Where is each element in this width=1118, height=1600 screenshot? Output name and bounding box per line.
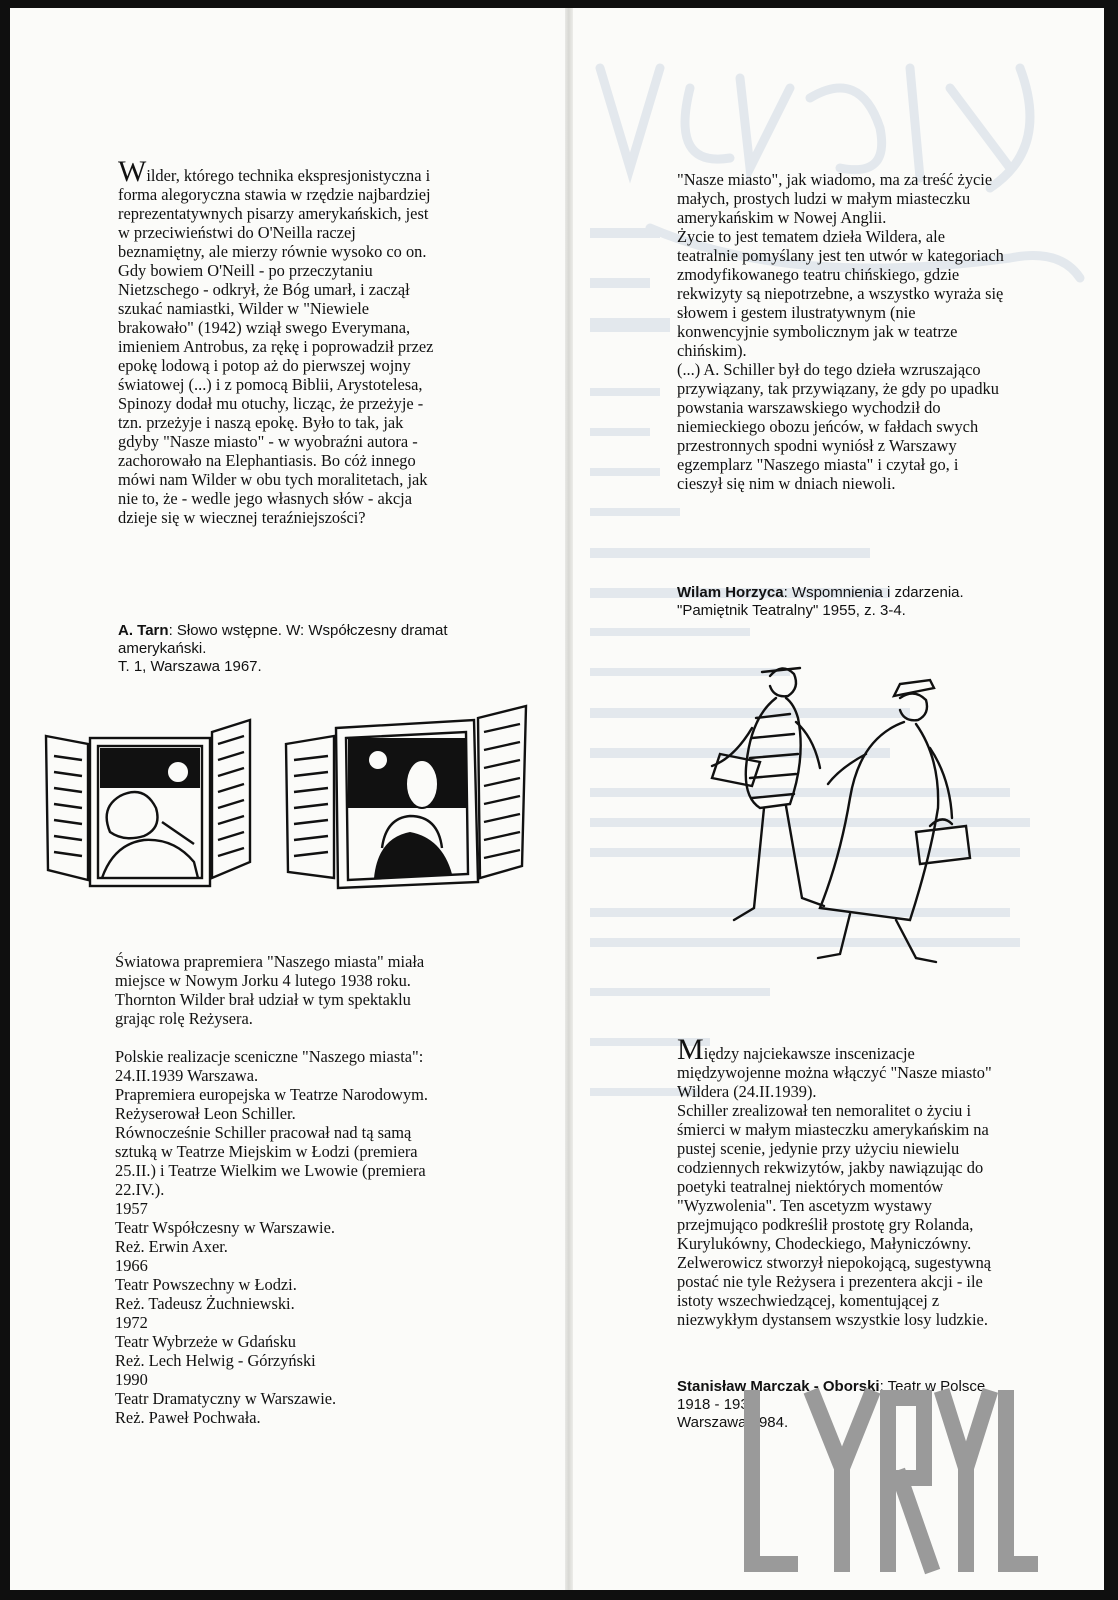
premiere-text: Thornton Wilder brał udział w tym spektaklu grając rolę Reżysera. (115, 990, 411, 1028)
premiere-text: Teatr Dramatyczny w Warszawie. (115, 1389, 337, 1408)
premiere-text: Reż. Lech Helwig - Górzyński (115, 1351, 316, 1370)
two-men-walking-illustration (690, 658, 990, 978)
window-woman-illustration (282, 698, 532, 896)
chinese-theatre-excerpt (677, 170, 1007, 493)
wilder-essay-excerpt (118, 155, 436, 527)
lyryl-archive-stamp (738, 1388, 1038, 1578)
citation-details: Warszawa 1984. (677, 1414, 789, 1431)
page-fold (565, 8, 573, 1590)
citation-author: Stanisław Marczak - Oborski (677, 1378, 880, 1395)
premiere-text: Reż. Tadeusz Żuchniewski. (115, 1294, 295, 1313)
premiere-text: Reż. Paweł Pochwała. (115, 1408, 261, 1427)
premieres-list (115, 952, 435, 1427)
premiere-text: Reż. Erwin Axer. (115, 1237, 228, 1256)
excerpt-paragraph: Życie to jest tematem dzieła Wildera, ale teatralnie pomyślany jest ten utwór w kategoriach zmodyfikowanego teatru chińskiego, gdzie rekwizyty są niepotrzebne, a wszystko wyraża się słowem i gestem ilustratywnym (nie konwencyjnie symbolicznym jak w teatrze chińskim). (677, 227, 1004, 360)
premiere-text: Teatr Współczesny w Warszawie. (115, 1218, 335, 1237)
window-man-illustration (44, 712, 254, 890)
staging-intro: iędzy najciekawsze inscenizacje międzywojenne można włączyć "Nasze miasto" Wildera (24.II.1939). (677, 1044, 992, 1101)
citation-source: : Teatr w Polsce 1918 - 1939. (677, 1378, 986, 1413)
citation-details: "Pamiętnik Teatralny" 1955, z. 3-4. (677, 602, 906, 619)
premiere-text: Prapremiera europejska w Teatrze Narodowym. Reżyserował Leon Schiller. (115, 1085, 429, 1123)
premiere-text: Światowa prapremiera "Naszego miasta" miała miejsce w Nowym Jorku 4 lutego 1938 roku. (115, 952, 425, 990)
horzyca-citation (677, 584, 1017, 620)
premiere-text: Teatr Powszechny w Łodzi. (115, 1275, 297, 1294)
schiller-staging-excerpt (677, 1033, 1011, 1329)
citation-author: A. Tarn (118, 622, 169, 639)
citation-source: : Wspomnienia i zdarzenia. (783, 584, 964, 601)
premiere-text: 1990 (115, 1370, 148, 1389)
citation-details: T. 1, Warszawa 1967. (118, 658, 262, 675)
drop-cap-w: W (118, 155, 147, 188)
tarn-citation (118, 622, 448, 676)
wilder-essay-text: ilder, którego technika ekspresjonistyczna i forma alegoryczna stawia w rzędzie najbardziej reprezentatywnych pisarzy amerykańskich, jest w przeciwieństwi do O'Neilla raczej beznamiętny, ale mierzy równie wysoko co on. Gdy bowiem O'Neill - po przeczytaniu Nietzschego - odkrył, że Bóg umarł, i zaczął szukać namiastki, Wilder w "Niewiele brakowało" (1942) wziął swego Everymana, imieniem Antrobus, za rękę i poprowadził przez epokę lodową i potop aż do pierwszej wojny światowej (...) i z pomocą Biblii, Arystotelesa, Spinozy dodał mu otuchy, licząc, że przeżyje - tzn. przeżyje i naszą epokę. Było to tak, jak gdyby "Nasze miasto" - w wyobraźni autora - zachorowało na Elephantiasis. Bo cóż innego mówi nam Wilder w obu tych moralitetach, jak nie to, że - wedle jego własnych słów - akcja dzieje się w wiecznej teraźniejszości? (118, 166, 434, 527)
excerpt-paragraph: (...) A. Schiller był do tego dzieła wzruszająco przywiązany, tak przywiązany, że gdy po upadku powstania warszawskiego wychodził do niemieckiego obozu jeńców, w fałdach swych przestronnych spodni wyniósł z Warszawy egzemplarz "Naszego miasta" i czytał go, i cieszył się nim w dniach niewoli. (677, 360, 999, 493)
premiere-text: 1957 (115, 1199, 148, 1218)
citation-author: Wilam Horzyca (677, 584, 784, 601)
premiere-text: 1966 (115, 1256, 148, 1275)
excerpt-paragraph: "Nasze miasto", jak wiadomo, ma za treść życie małych, prostych ludzi w małym miasteczku amerykańskim w Nowej Anglii. (677, 170, 993, 227)
premiere-text: 1972 (115, 1313, 148, 1332)
programme-sheet (10, 8, 1104, 1590)
staging-text: Schiller zrealizował ten nemoralitet o życiu i śmierci w małym miasteczku amerykańskim na pustej scenie, jedynie przy użyciu niewielu codziennych rekwizytów, jakby nawiązując do poetyki teatralnej niektórych momentów "Wyzwolenia". Ten ascetyzm wystawy przejmująco podkreślił prostotę gry Rolanda, Kurylukówny, Chodeckiego, Małyniczówny. Zelwerowicz stworzył niepokojącą, sugestywną postać nie tyle Reżysera i prezentera akcji - ile istoty wszechwiedzącej, komentującej z niezwykłym dystansem wszystkie losy ludzkie. (677, 1101, 992, 1329)
premiere-text: Polskie realizacje sceniczne "Naszego miasta": (115, 1047, 424, 1066)
citation-source: : Słowo wstępne. W: Współczesny dramat amerykański. (118, 622, 448, 657)
premiere-text: Teatr Wybrzeże w Gdańsku (115, 1332, 296, 1351)
premiere-text: 24.II.1939 Warszawa. (115, 1066, 259, 1085)
premiere-text: Równocześnie Schiller pracował nad tą samą sztuką w Teatrze Miejskim w Łodzi (premiera 25.II.) i Teatrze Wielkim we Lwowie (premiera 22.IV.). (115, 1123, 426, 1199)
drop-cap-m: M (677, 1033, 704, 1066)
